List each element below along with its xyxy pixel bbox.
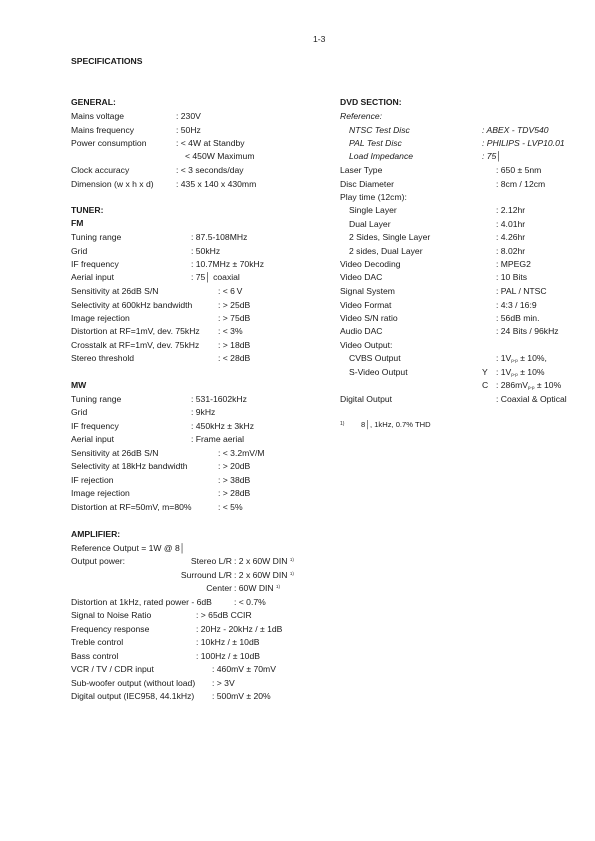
spec-label: Audio DAC [340, 326, 383, 336]
spec-label: 2 sides, Dual Layer [349, 246, 423, 256]
digital-output-value: : Coaxial & Optical [496, 394, 567, 404]
spec-value: : 500mV ± 20% [212, 691, 271, 701]
spec-label: Single Layer [349, 205, 397, 215]
output-channel: Stereo L/R [190, 556, 232, 566]
spec-label: VCR / TV / CDR input [71, 664, 154, 674]
amplifier-heading: AMPLIFIER: [71, 529, 121, 539]
spec-value: : 4.26hr [496, 232, 526, 242]
page-number: 1-3 [313, 34, 326, 44]
svideo-c-value: : $286mV_{p-p} \pm 10\%$ [496, 380, 562, 390]
spec-value: : 10 Bits [496, 272, 528, 282]
spec-label: Grid [71, 407, 88, 417]
general-heading: GENERAL: [71, 97, 116, 107]
spec-value: : > 18dB [218, 340, 251, 350]
spec-value: : 75│ [482, 151, 502, 161]
spec-value: : 20Hz - 20kHz / ± 1dB [196, 624, 283, 634]
spec-value: : 4.01hr [496, 219, 526, 229]
footnote-ref: 1) [289, 557, 294, 562]
spec-value: : < 0.7% [234, 597, 266, 607]
output-power-label: Output power: [71, 556, 125, 566]
dvd-heading: DVD SECTION: [340, 97, 402, 107]
spec-label: Video Decoding [340, 259, 401, 269]
mw-heading: MW [71, 380, 87, 390]
spec-label: Sub-woofer output (without load) [71, 678, 196, 688]
spec-value: : > 25dB [218, 300, 251, 310]
spec-label: Video DAC [340, 272, 383, 282]
spec-value: : 10kHz / ± 10dB [196, 637, 260, 647]
spec-label: Dual Layer [349, 219, 391, 229]
spec-value: : 24 Bits / 96kHz [496, 326, 559, 336]
footnote-ref: 1) [276, 584, 281, 589]
reference-output: Reference Output = 1W @ 8│ [71, 543, 186, 553]
output-value: : 2 x 60W DIN $^{1)}$ [234, 556, 294, 566]
spec-label: Mains voltage [71, 111, 125, 121]
page-title: SPECIFICATIONS [71, 56, 143, 66]
output-value: : 60W DIN $^{1)}$ [234, 583, 281, 593]
spec-value: < 450W Maximum [185, 151, 255, 161]
spec-label: Sensitivity at 26dB S/N [71, 448, 159, 458]
spec-value: : PAL / NTSC [496, 286, 547, 296]
spec-label: Digital output (IEC958, 44.1kHz) [71, 691, 195, 701]
spec-label: IF frequency [71, 259, 119, 269]
spec-label: 2 Sides, Single Layer [349, 232, 431, 242]
spec-value: : 10.7MHz ± 70kHz [191, 259, 265, 269]
footnote-marker: 1) [340, 421, 345, 427]
spec-label: Stereo threshold [71, 353, 135, 363]
spec-value: : 100Hz / ± 10dB [196, 651, 260, 661]
spec-label: Video Format [340, 300, 392, 310]
spec-value: : > 28dB [218, 488, 251, 498]
spec-label: Distortion at RF=50mV, m=80% [71, 502, 192, 512]
spec-value: : 50Hz [176, 125, 201, 135]
spec-label: Image rejection [71, 313, 130, 323]
spec-value: : 8.02hr [496, 246, 526, 256]
spec-value: : ABEX - TDV540 [482, 125, 549, 135]
tuner-heading: TUNER: [71, 205, 104, 215]
spec-value: : < 4W at Standby [176, 138, 245, 148]
svideo-c-letter: C [482, 380, 489, 390]
spec-label: Laser Type [340, 165, 383, 175]
spec-label: IF frequency [71, 421, 119, 431]
spec-label: Bass control [71, 651, 119, 661]
spec-value: : < 3.2mV/M [218, 448, 265, 458]
spec-value: : Frame aerial [191, 434, 245, 444]
spec-value: : 4:3 / 16:9 [496, 300, 537, 310]
spec-label: Selectivity at 600kHz bandwidth [71, 300, 193, 310]
spec-label: Aerial input [71, 272, 114, 282]
spec-label: Selectivity at 18kHz bandwidth [71, 461, 188, 471]
spec-value: : > 3V [212, 678, 235, 688]
spec-label: Treble control [71, 637, 124, 647]
spec-value: : > 75dB [218, 313, 251, 323]
spec-value: : 50kHz [191, 246, 221, 256]
spec-value: : < 3% [218, 326, 243, 336]
spec-value: : 56dB min. [496, 313, 540, 323]
spec-label: Frequency response [71, 624, 150, 634]
svideo-y-value: : $1V_{p-p} \pm 10\%$ [496, 367, 545, 377]
spec-label: PAL Test Disc [349, 138, 402, 148]
spec-label: Grid [71, 246, 88, 256]
spec-label: Disc Diameter [340, 179, 394, 189]
spec-value: : < 5% [218, 502, 243, 512]
spec-label: Sensitivity at 26dB S/N [71, 286, 159, 296]
spec-value: : 460mV ± 70mV [212, 664, 276, 674]
spec-label: IF rejection [71, 475, 114, 485]
spec-value: : 230V [176, 111, 201, 121]
spec-label: Distortion at 1kHz, rated power - 6dB [71, 597, 212, 607]
spec-value: : > 20dB [218, 461, 251, 471]
spec-label: Signal System [340, 286, 395, 296]
spec-value: : > 65dB CCIR [196, 610, 252, 620]
footnote-text: 8│, 1kHz, 0.7% THD [361, 420, 431, 429]
spec-value: : 9kHz [191, 407, 216, 417]
spec-value: : < 6 V [218, 286, 243, 296]
play-time-label: Play time (12cm): [340, 192, 407, 202]
spec-value: : > 38dB [218, 475, 251, 485]
svideo-label: S-Video Output [349, 367, 408, 377]
spec-value: : 435 x 140 x 430mm [176, 179, 257, 189]
output-channel: Surround L/R [180, 570, 232, 580]
spec-value: : 650 ± 5nm [496, 165, 542, 175]
spec-value: : 450kHz ± 3kHz [191, 421, 254, 431]
fm-heading: FM [71, 218, 84, 228]
spec-value: : 87.5-108MHz [191, 232, 248, 242]
spec-label: NTSC Test Disc [349, 125, 410, 135]
spec-label: Video S/N ratio [340, 313, 398, 323]
cvbs-label: CVBS Output [349, 353, 401, 363]
spec-label: Crosstalk at RF=1mV, dev. 75kHz [71, 340, 200, 350]
spec-value: : 2.12hr [496, 205, 526, 215]
spec-value: : 75│ coaxial [191, 272, 240, 282]
spec-label: Aerial input [71, 434, 114, 444]
digital-output-label: Digital Output [340, 394, 393, 404]
spec-value: : < 3 seconds/day [176, 165, 244, 175]
video-output-label: Video Output: [340, 340, 393, 350]
spec-label: Tuning range [71, 394, 122, 404]
spec-label: Clock accuracy [71, 165, 130, 175]
spec-label: Load Impedance [349, 151, 414, 161]
spec-value: : 531-1602kHz [191, 394, 247, 404]
spec-value: : MPEG2 [496, 259, 531, 269]
spec-value: : < 28dB [218, 353, 251, 363]
spec-value: : PHILIPS - LVP10.01 [482, 138, 565, 148]
spec-label: Image rejection [71, 488, 130, 498]
spec-label: Distortion at RF=1mV, dev. 75kHz [71, 326, 200, 336]
reference-label: Reference: [340, 111, 383, 121]
spec-label: Dimension (w x h x d) [71, 179, 154, 189]
footnote-ref: 1) [289, 571, 294, 576]
spec-label: Signal to Noise Ratio [71, 610, 152, 620]
spec-value: : 8cm / 12cm [496, 179, 546, 189]
spec-label: Power consumption [71, 138, 147, 148]
output-channel: Center [206, 583, 232, 593]
cvbs-value: : $1V_{p-p} \pm 10\%$, [496, 353, 547, 363]
spec-label: Tuning range [71, 232, 122, 242]
output-value: : 2 x 60W DIN $^{1)}$ [234, 570, 294, 580]
spec-label: Mains frequency [71, 125, 135, 135]
svideo-y-letter: Y [482, 367, 488, 377]
